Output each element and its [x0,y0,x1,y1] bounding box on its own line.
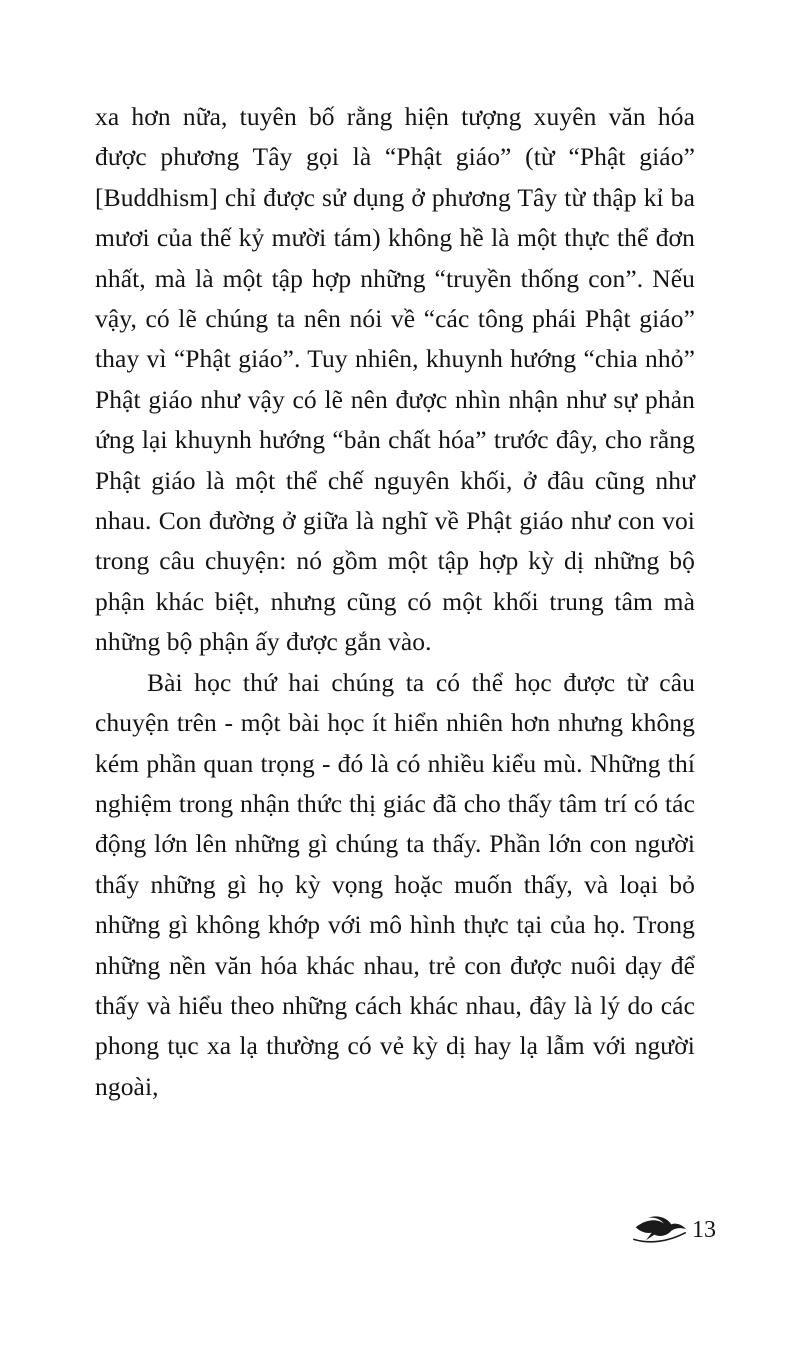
page-number: 13 [692,1217,716,1243]
paragraph-second: Bài học thứ hai chúng ta có thể học được từ câu chuyện trên - một bài học ít hiển nhiên hơn nhưng không kém phần quan trọng - đó là có nhiều kiểu mù. Những thí nghiệm trong nhận thức thị giác đã cho thấy tâm trí có tác động lớn lên những gì chúng ta thấy. Phần lớn con người thấy những gì họ kỳ vọng hoặc muốn thấy, và loại bỏ những gì không khớp với mô hình thực tại của họ. Trong những nền văn hóa khác nhau, trẻ con được nuôi dạy để thấy và hiểu theo những cách khác nhau, đây là lý do các phong tục xa lạ thường có vẻ kỳ dị hay lạ lẫm với người ngoài, [95,667,695,1101]
paragraph-continuation: xa hơn nữa, tuyên bố rằng hiện tượng xuyên văn hóa được phương Tây gọi là “Phật giáo” (từ “Phật giáo” [Buddhism] chỉ được sử dụng ở phương Tây từ thập kỉ ba mươi của thế kỷ mười tám) không hề là một thực thể đơn nhất, mà là một tập hợp những “truyền thống con”. Nếu vậy, có lẽ chúng ta nên nói về “các tông phái Phật giáo” thay vì “Phật giáo”. Tuy nhiên, khuynh hướng “chia nhỏ” Phật giáo như vậy có lẽ nên được nhìn nhận như sự phản ứng lại khuynh hướng “bản chất hóa” trước đây, cho rằng Phật giáo là một thể chế nguyên khối, ở đâu cũng như nhau. Con đường ở giữa là nghĩ về Phật giáo như con voi trong câu chuyện: nó gồm một tập hợp kỳ dị những bộ phận khác biệt, nhưng cũng có một khối trung tâm mà những bộ phận ấy được gắn vào. [95,102,695,657]
page-text-block [95,97,695,1107]
swallow-icon [632,1216,688,1244]
page-footer [632,1216,716,1244]
